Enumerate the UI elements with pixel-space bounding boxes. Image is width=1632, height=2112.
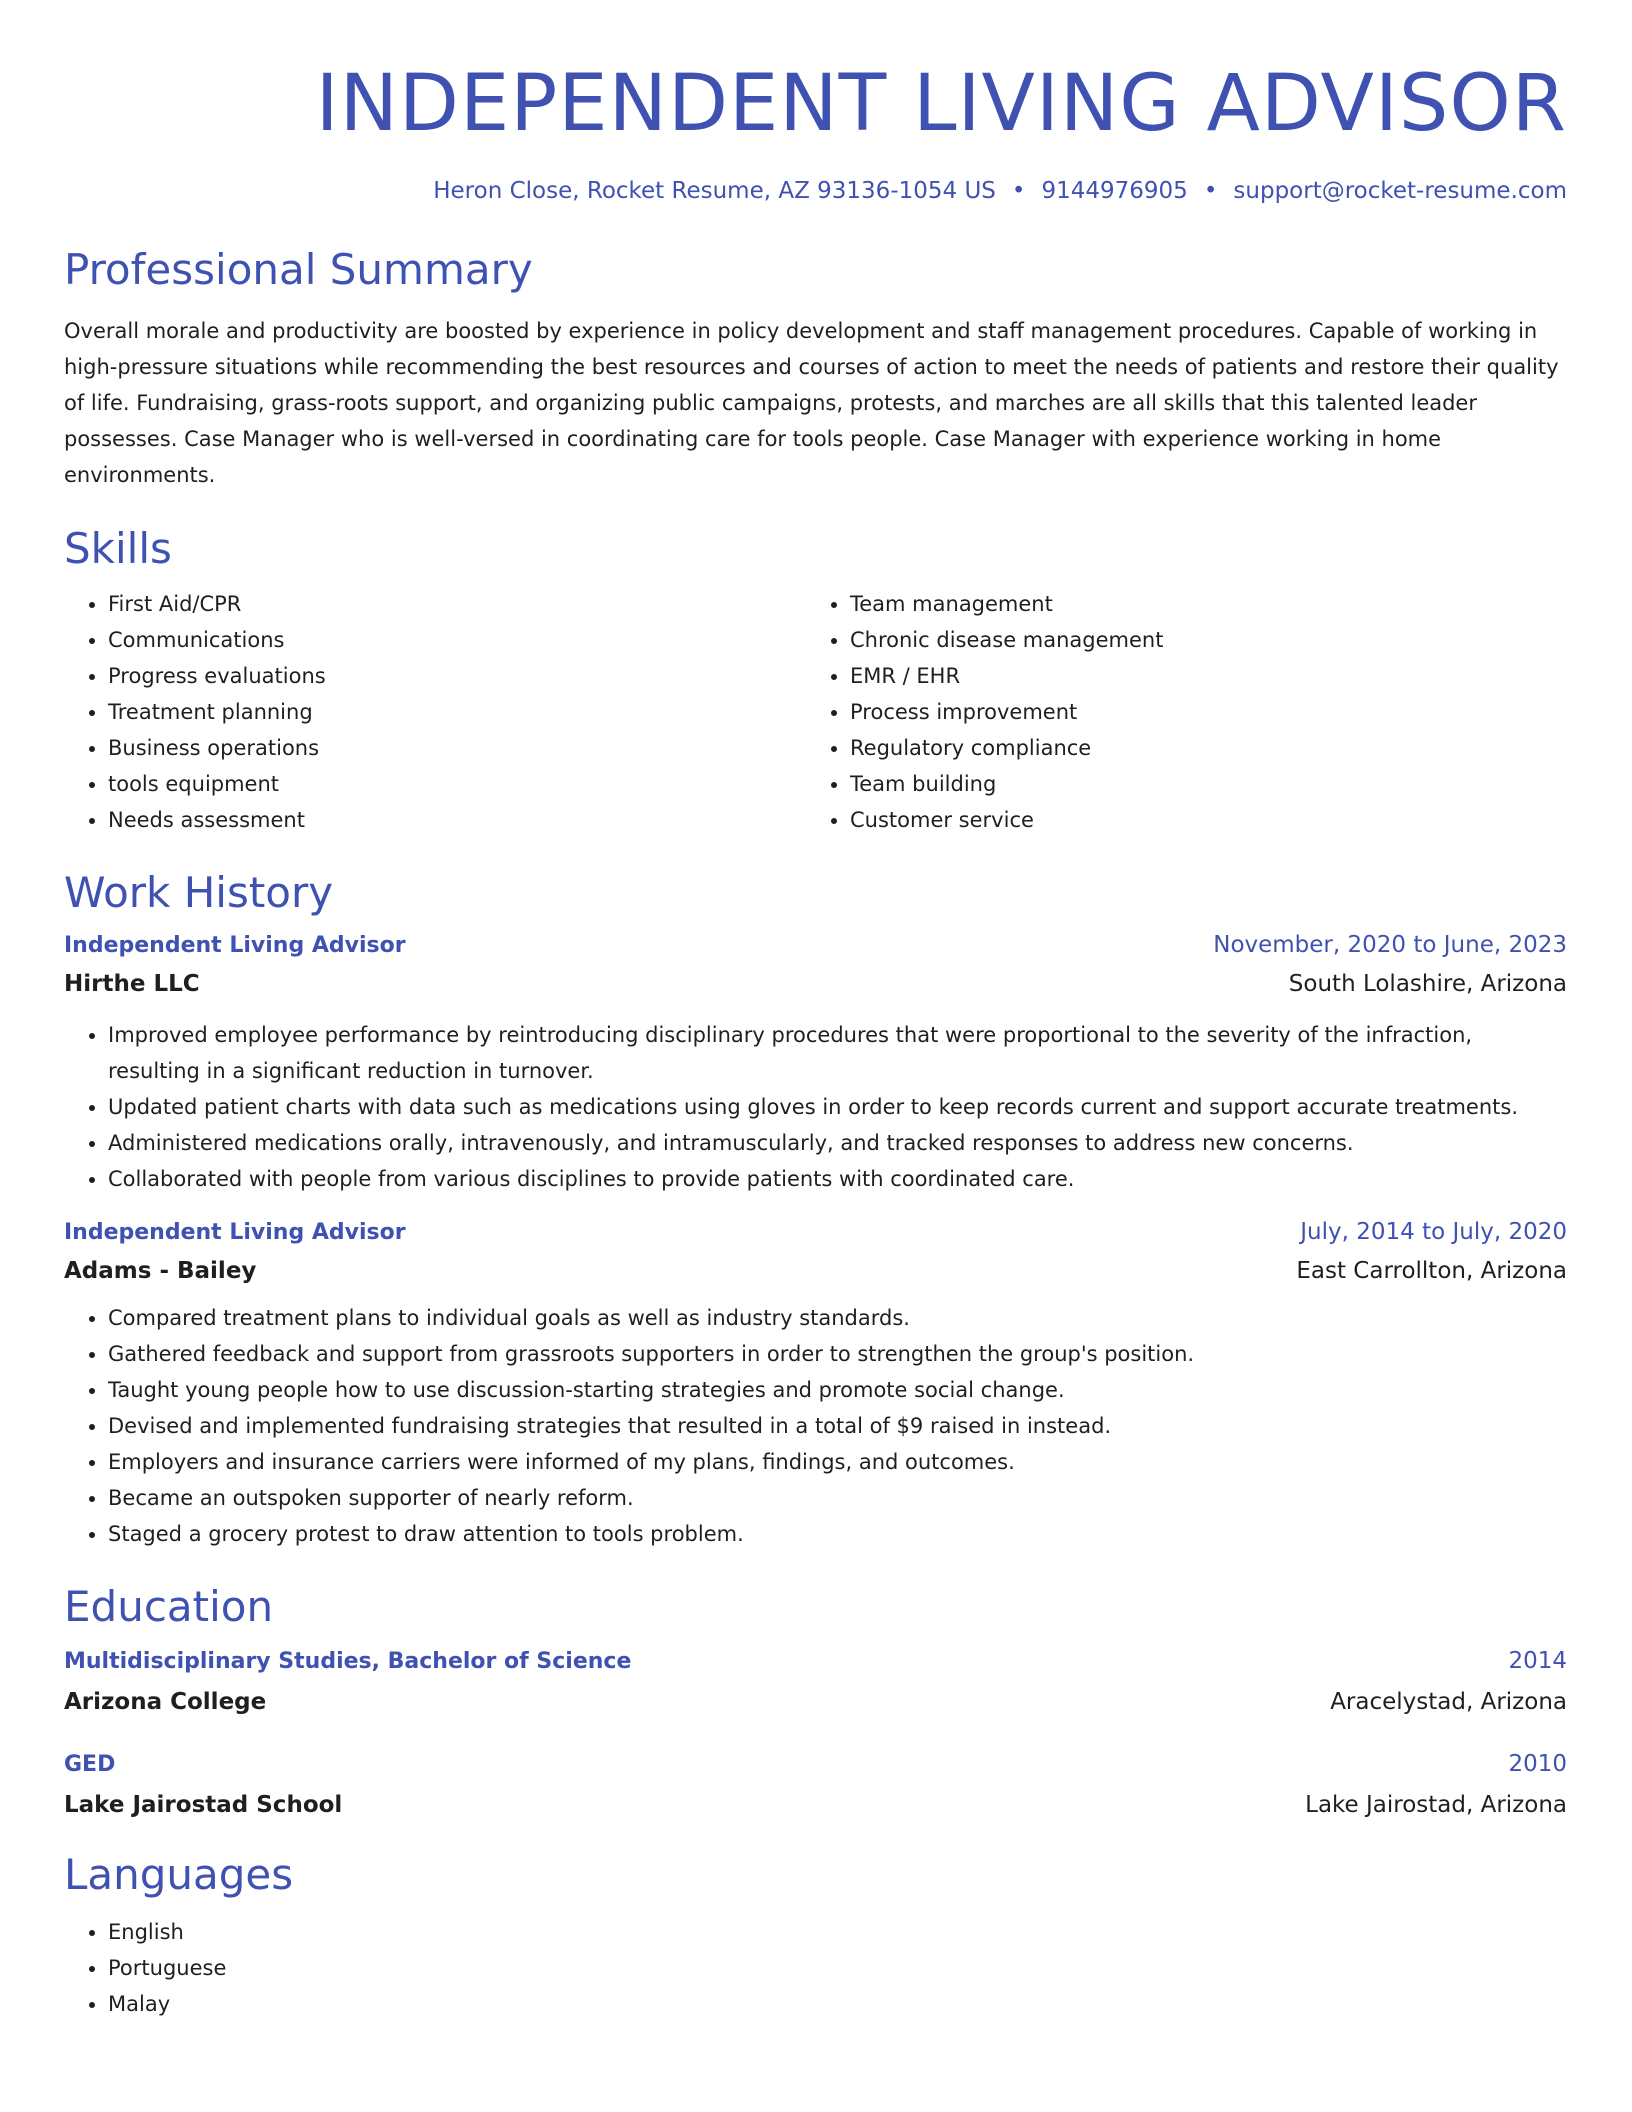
skill-item: • Regulatory compliance — [850, 730, 1548, 766]
skill-item: • EMR / EHR — [850, 658, 1548, 694]
contact-email[interactable]: support@rocket-resume.com — [1233, 178, 1567, 204]
job-bullet: • Updated patient charts with data such as medications using gloves in order to keep records current and support accurate treatments. — [108, 1089, 1567, 1125]
skill-item: • First Aid/CPR — [108, 586, 806, 622]
job-bullets — [64, 1300, 1567, 1552]
education-subheader — [64, 1790, 1567, 1820]
language-item: • Malay — [108, 1986, 1567, 2022]
education-location: Lake Jairostad, Arizona — [1305, 1792, 1567, 1818]
job-bullet: • Collaborated with people from various disciplines to provide patients with coordinated care. — [108, 1161, 1567, 1197]
job-bullet: • Staged a grocery protest to draw attention to tools problem. — [108, 1516, 1567, 1552]
skill-item: • Chronic disease management — [850, 622, 1548, 658]
language-item: • English — [108, 1914, 1567, 1950]
skills-list — [64, 586, 1567, 838]
resume-page — [64, 0, 1567, 2022]
job-bullet: • Compared treatment plans to individual goals as well as industry standards. — [108, 1300, 1567, 1336]
education-header — [64, 1646, 1567, 1677]
contact-separator: • — [1011, 178, 1026, 204]
skill-item: • Customer service — [850, 802, 1548, 838]
contact-separator: • — [1203, 178, 1218, 204]
summary-text: Overall morale and productivity are boosted by experience in policy development and staff management procedures. Capable of working in high-pressure situations while recommending the best resources and courses of action to meet the needs of patients and restore their quality of life. Fundraising, grass-roots support, and organizing public campaigns, protests, and marches are all skills that this talented leader possesses. Case Manager who is well-versed in coordinating care for tools people. Case Manager with experience working in home environments. — [64, 319, 1559, 487]
job-location: East Carrollton, Arizona — [1296, 1258, 1567, 1284]
education-entry — [64, 1749, 1567, 1820]
education-degree: GED — [64, 1752, 116, 1777]
contact-line — [64, 176, 1567, 206]
languages-list — [64, 1914, 1567, 2022]
job-bullet: • Administered medications orally, intravenously, and intramuscularly, and tracked responses to address new concerns. — [108, 1125, 1567, 1161]
skills-column-right — [806, 586, 1548, 838]
job-bullet: • Employers and insurance carriers were informed of my plans, findings, and outcomes. — [108, 1444, 1567, 1480]
job-dates: July, 2014 to July, 2020 — [1300, 1219, 1567, 1245]
job-header — [64, 1217, 1567, 1248]
section-title-work-history: Work History — [64, 868, 334, 917]
job-subheader — [64, 969, 1567, 999]
contact-address: Heron Close, Rocket Resume, AZ 93136-1054 US — [433, 178, 996, 204]
education-year: 2010 — [1508, 1751, 1567, 1777]
skill-item: • Progress evaluations — [108, 658, 806, 694]
education-subheader — [64, 1687, 1567, 1717]
job-location: South Lolashire, Arizona — [1288, 971, 1567, 997]
education-school: Lake Jairostad School — [64, 1792, 343, 1818]
job-bullet: • Taught young people how to use discussion-starting strategies and promote social change. — [108, 1372, 1567, 1408]
job-company: Adams - Bailey — [64, 1258, 257, 1284]
section-title-skills: Skills — [64, 524, 172, 573]
skill-item: • Team building — [850, 766, 1548, 802]
language-item: • Portuguese — [108, 1950, 1567, 1986]
skill-item: • Business operations — [108, 730, 806, 766]
job-bullet: • Improved employee performance by reintroducing disciplinary procedures that were proportional to the severity of the infraction, resulting in a significant reduction in turnover. — [108, 1017, 1567, 1089]
skill-item: • Process improvement — [850, 694, 1548, 730]
job-title: Independent Living Advisor — [64, 1220, 406, 1245]
job-subheader — [64, 1256, 1567, 1286]
skills-column-left — [64, 586, 806, 838]
skill-item: • Team management — [850, 586, 1548, 622]
education-degree: Multidisciplinary Studies, Bachelor of Science — [64, 1649, 632, 1674]
skill-item: • Needs assessment — [108, 802, 806, 838]
job-bullet: • Devised and implemented fundraising strategies that resulted in a total of $9 raised in instead. — [108, 1408, 1567, 1444]
job-bullet: • Became an outspoken supporter of nearly reform. — [108, 1480, 1567, 1516]
job-dates: November, 2020 to June, 2023 — [1213, 932, 1567, 958]
education-entry — [64, 1646, 1567, 1717]
job-entry — [64, 1217, 1567, 1552]
job-title: Independent Living Advisor — [64, 933, 406, 958]
skill-item: • Treatment planning — [108, 694, 806, 730]
resume-name: INDEPENDENT LIVING ADVISOR — [315, 59, 1567, 149]
job-bullets — [64, 1017, 1567, 1197]
job-header — [64, 930, 1567, 961]
section-title-summary: Professional Summary — [64, 245, 533, 294]
education-header — [64, 1749, 1567, 1780]
section-title-education: Education — [64, 1582, 274, 1631]
education-year: 2014 — [1508, 1648, 1567, 1674]
contact-phone: 9144976905 — [1041, 178, 1188, 204]
skill-item: • tools equipment — [108, 766, 806, 802]
job-company: Hirthe LLC — [64, 971, 200, 997]
job-bullet: • Gathered feedback and support from grassroots supporters in order to strengthen the group's position. — [108, 1336, 1567, 1372]
education-school: Arizona College — [64, 1689, 267, 1715]
skill-item: • Communications — [108, 622, 806, 658]
section-title-languages: Languages — [64, 1850, 294, 1899]
education-location: Aracelystad, Arizona — [1330, 1689, 1567, 1715]
job-entry — [64, 930, 1567, 1197]
